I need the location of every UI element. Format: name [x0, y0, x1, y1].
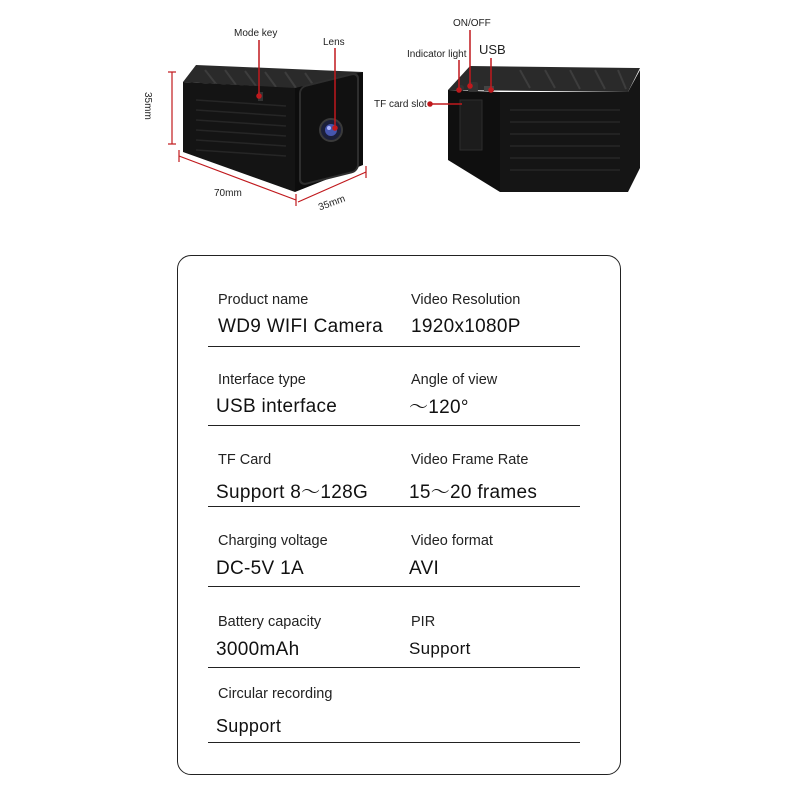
spec-label: Circular recording [218, 686, 333, 702]
spec-value: USB interface [216, 396, 338, 417]
height-dimension-label: 35mm [142, 92, 153, 120]
spec-value: Support [216, 716, 282, 736]
spec-label: Charging voltage [218, 533, 328, 549]
spec-value: Support [409, 639, 471, 658]
divider [208, 506, 580, 507]
product-images-area [0, 0, 800, 240]
length-dimension-label: 70mm [214, 188, 242, 199]
spec-label: Interface type [218, 372, 306, 388]
spec-label: Product name [218, 292, 309, 308]
product-illustration [0, 0, 800, 240]
spec-label: Video format [411, 533, 493, 549]
depth-dimension-label: 35mm [317, 193, 347, 214]
spec-label: Video Frame Rate [411, 452, 529, 468]
indicator-light-label: Indicator light [407, 49, 467, 60]
divider [208, 425, 580, 426]
divider [208, 346, 580, 347]
spec-value: 15～20 frames [409, 482, 538, 503]
spec-label: Angle of view [411, 372, 498, 388]
lens-label: Lens [323, 37, 345, 48]
spec-label: PIR [411, 614, 436, 630]
spec-value: WD9 WIFI Camera [218, 316, 383, 337]
divider [208, 586, 580, 587]
spec-value: AVI [409, 558, 440, 579]
specifications-table [177, 255, 621, 775]
spec-value: 3000mAh [216, 639, 300, 660]
mode-key-label: Mode key [234, 28, 278, 39]
on-off-label: ON/OFF [453, 18, 491, 29]
usb-label: USB [479, 42, 506, 57]
spec-value: 1920x1080P [411, 316, 521, 337]
tf-card-slot-label: TF card slot [374, 99, 427, 110]
camera-back-image [448, 66, 640, 192]
spec-value: DC-5V 1A [216, 558, 304, 579]
spec-label: Video Resolution [411, 292, 521, 308]
spec-value: ～120° [409, 397, 469, 418]
spec-value: Support 8～128G [216, 482, 369, 503]
divider [208, 667, 580, 668]
divider [208, 742, 580, 743]
spec-label: Battery capacity [218, 614, 322, 630]
spec-label: TF Card [218, 452, 272, 468]
